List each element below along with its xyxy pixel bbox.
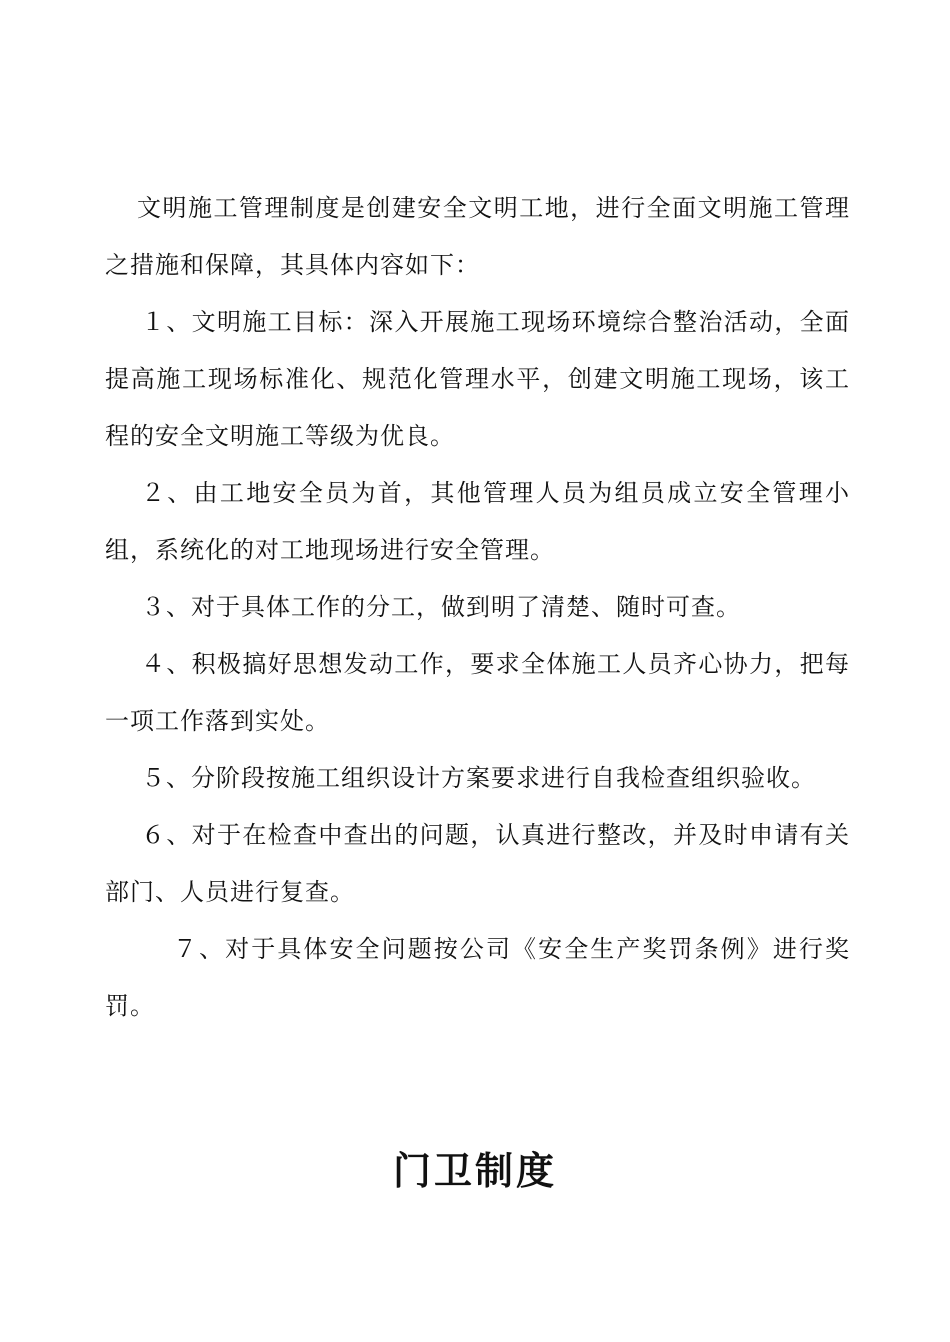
paragraph-intro: 文明施工管理制度是创建安全文明工地，进行全面文明施工管理之措施和保障，其具体内容如下： bbox=[105, 194, 850, 279]
paragraph-item-6: ６、对于在检查中查出的问题，认真进行整改，并及时申请有关部门、人员进行复查。 bbox=[105, 821, 850, 906]
paragraph-item-7: ７、对于具体安全问题按公司《安全生产奖罚条例》进行奖罚。 bbox=[105, 935, 850, 1020]
paragraph-item-4: ４、积极搞好思想发动工作，要求全体施工人员齐心协力，把每一项工作落到实处。 bbox=[105, 650, 850, 735]
paragraph-item-1: １、文明施工目标：深入开展施工现场环境综合整治活动，全面提高施工现场标准化、规范化管理水平，创建文明施工现场，该工程的安全文明施工等级为优良。 bbox=[105, 308, 850, 450]
paragraph-item-2: ２、由工地安全员为首，其他管理人员为组员成立安全管理小组，系统化的对工地现场进行安全管理。 bbox=[105, 479, 850, 564]
document-body bbox=[105, 180, 850, 1035]
paragraph-item-5: ５、分阶段按施工组织设计方案要求进行自我检查组织验收。 bbox=[141, 764, 816, 792]
section-heading: 门卫制度 bbox=[392, 1149, 557, 1193]
paragraph-item-3: ３、对于具体工作的分工，做到明了清楚、随时可查。 bbox=[141, 593, 741, 621]
